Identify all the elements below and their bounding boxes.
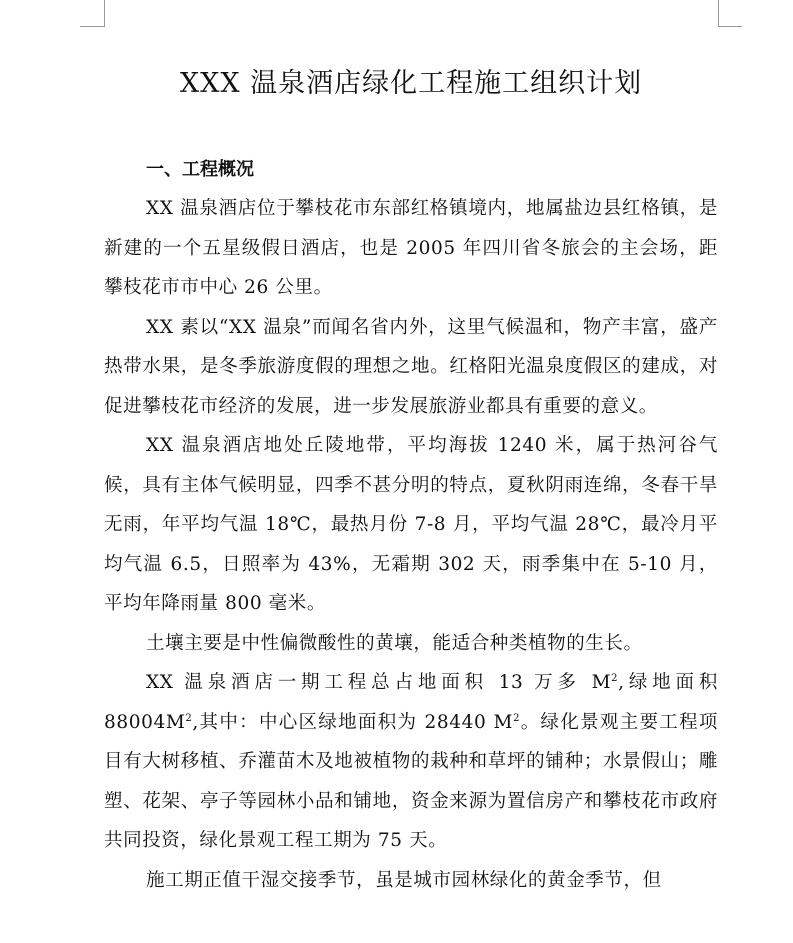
paragraph-climate: XX 温泉酒店地处丘陵地带，平均海拔 1240 米，属于热河谷气候，具有主体气候明显，四季不甚分明的特点，夏秋阴雨连绵，冬春干旱无雨，年平均气温 18℃，最热月份 7-8 月，平均气温 28℃，最冷月平均气温 6.5，日照率为 43%，无霜期 302 天，雨季集中在 5-10 月，平均年降雨量 800 毫米。 (104, 435, 718, 614)
margin-mark-top-right-vertical (718, 0, 719, 27)
margin-mark-top-left (80, 26, 104, 27)
scope-text-b: ,绿地面积 88004M (104, 672, 718, 733)
document-body[interactable] (104, 64, 718, 900)
paragraph-construction-period: 施工期正值干湿交接季节，虽是城市园林绿化的黄金季节，但 (146, 869, 662, 891)
paragraph-project-scope (104, 663, 718, 861)
margin-mark-top-left-vertical (104, 0, 105, 27)
document-title: XXX 温泉酒店绿化工程施工组织计划 (179, 68, 643, 99)
superscript-2: 2 (185, 712, 193, 724)
section-heading: 一、工程概况 (146, 159, 254, 180)
paragraph-location: XX 温泉酒店位于攀枝花市东部红格镇境内，地属盐边县红格镇，是新建的一个五星级假日酒店，也是 2005 年四川省冬旅会的主会场，距攀枝花市市中心 26 公里。 (104, 198, 718, 298)
scope-text-a: XX 温泉酒店一期工程总占地面积 13 万多 M (146, 672, 612, 693)
margin-mark-top-right (718, 26, 742, 27)
paragraph-reputation: XX 素以“XX 温泉”而闻名省内外，这里气候温和，物产丰富，盛产热带水果，是冬季旅游度假的理想之地。红格阳光温泉度假区的建成，对促进攀枝花市经济的发展，进一步发展旅游业都具有重要的意义。 (104, 316, 718, 417)
scope-text-d: 。绿化景观主要工程项目有大树移植、乔灌苗木及地被植物的栽种和草坪的铺种；水景假山；雕塑、花架、亭子等园林小品和铺地，资金来源为置信房产和攀枝花市政府共同投资，绿化景观工程工期为 75 天。 (104, 711, 718, 851)
superscript-2: 2 (513, 712, 521, 724)
scope-text-c: ,其中：中心区绿地面积为 28440 M (192, 711, 514, 733)
superscript-2: 2 (611, 672, 619, 684)
paragraph-soil: 土壤主要是中性偏微酸性的黄壤，能适合种类植物的生长。 (146, 632, 643, 654)
